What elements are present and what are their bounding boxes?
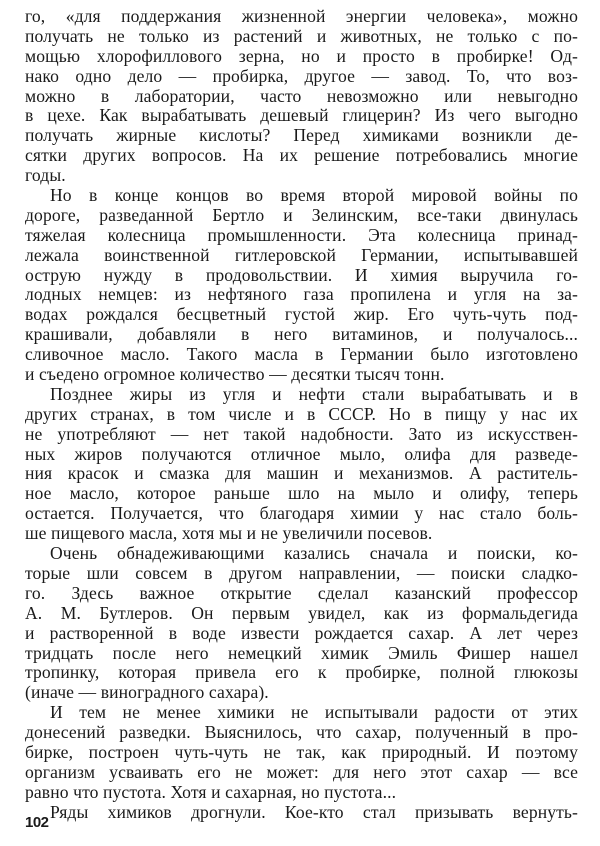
text-line: тяжелая колесница промышленности. Эта колесница принад- — [25, 224, 578, 245]
text-line: остается. Получается, что благодаря химии у нас стало боль- — [25, 503, 578, 524]
text-line: ния красок и смазка для машин и механизмов. А раститель- — [25, 463, 578, 484]
text-line: сятки других вопросов. На их решение потребовались многие — [25, 145, 578, 166]
text-line: дороге, разведанной Бертло и Зелинским, все-таки двинулась — [25, 204, 578, 225]
page-number: 102 — [25, 814, 49, 831]
text-line: в цехе. Как вырабатывать дешевый глицерин? Из чего выгодно — [25, 105, 578, 126]
paragraph — [25, 7, 578, 186]
text-line: организм усваивать его не может: для него этот сахар — все — [25, 761, 578, 782]
text-line: мощью хлорофиллового зерна, но и просто в пробирке! Од- — [25, 45, 578, 66]
text-line: Очень обнадеживающими казались сначала и поиски, ко- — [50, 543, 578, 564]
text-line: ше пищевого масла, хотя мы и не увеличили посевов. — [25, 523, 433, 544]
text-line: Ряды химиков дрогнули. Кое-кто стал призывать вернуть- — [50, 801, 578, 822]
text-line: получать не только из растений и животных, не только с по- — [25, 25, 578, 46]
text-line: острую нужду в продовольствии. И химия выручила го- — [25, 264, 578, 285]
text-line: водах рождался бесцветный густой жир. Его чуть-чуть под- — [25, 304, 578, 325]
text-line: торые шли совсем в другом направлении, — поиски сладко- — [25, 562, 578, 583]
text-line: Но в конце концов во время второй мировой войны по — [50, 185, 578, 206]
text-line: лодных немцев: из нефтяного газа пропилена и угля на за- — [25, 284, 578, 305]
paragraph — [25, 703, 578, 802]
paragraph — [25, 186, 578, 385]
text-line: нако одно дело — пробирка, другое — завод. То, что воз- — [25, 65, 578, 86]
text-line: бирке, построен чуть-чуть не так, как природный. И поэтому — [25, 741, 578, 762]
text-line: тридцать после него немецкий химик Эмиль Фишер нашел — [25, 642, 578, 663]
text-line: крашивали, добавляли в него витаминов, и получалось... — [25, 324, 578, 345]
text-line: ных жиров получаются отличное мыло, олифа для разведе- — [25, 443, 578, 464]
page-body — [25, 7, 578, 823]
text-line: (иначе — виноградного сахара). — [25, 682, 269, 703]
text-line: не употребляют — нет такой надобности. Зато из искусствен- — [25, 423, 578, 444]
paragraph — [25, 544, 578, 703]
text-line: го. Здесь важное открытие сделал казанский профессор — [25, 582, 578, 603]
text-line: можно в лаборатории, часто невозможно или невыгодно — [25, 85, 578, 106]
paragraph — [25, 385, 578, 544]
text-line: равно что пустота. Хотя и сахарная, но пустота... — [25, 781, 397, 802]
text-line: лежала воинственной гитлеровской Германии, испытывавшей — [25, 244, 578, 265]
text-line: ное масло, которое раньше шло на мыло и олифу, теперь — [25, 483, 578, 504]
text-line: и съедено огромное количество — десятки тысяч тонн. — [25, 364, 445, 385]
text-line: сливочное масло. Такого масла в Германии было изготовлено — [25, 344, 578, 365]
text-line: донесений разведки. Выяснилось, что сахар, полученный в про- — [25, 722, 578, 743]
text-line: и растворенной в воде извести рождается сахар. А лет через — [25, 622, 578, 643]
text-line: го, «для поддержания жизненной энергии человека», можно — [25, 6, 578, 26]
paragraph — [25, 803, 578, 823]
text-line: А. М. Бутлеров. Он первым увидел, как из формальдегида — [25, 602, 578, 623]
text-line: И тем не менее химики не испытывали радости от этих — [50, 702, 578, 723]
text-line: годы. — [25, 165, 66, 186]
text-line: тропинку, которая привела его к пробирке, полной глюкозы — [25, 662, 578, 683]
text-line: Позднее жиры из угля и нефти стали вырабатывать и в — [50, 383, 578, 404]
text-line: других странах, в том числе и в СССР. Но в пищу у нас их — [25, 403, 578, 424]
text-line: получать жирные кислоты? Перед химиками возникли де- — [25, 125, 578, 146]
